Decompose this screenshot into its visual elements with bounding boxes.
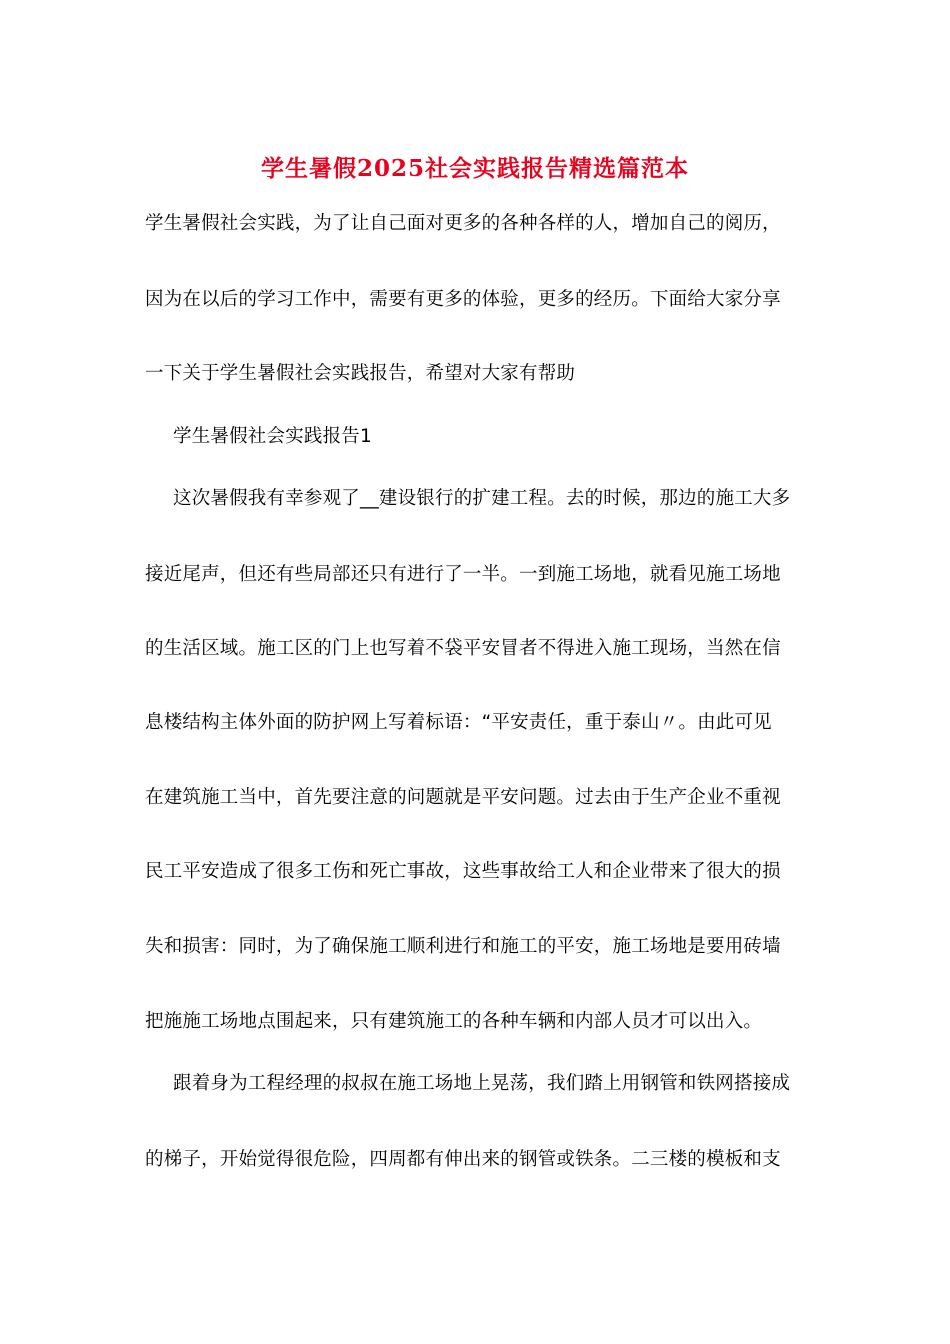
paragraph-1-line-7: 失和损害：同时，为了确保施工顺利进行和施工的平安，施工场地是要用砖墙: [145, 936, 781, 957]
paragraph-1-line-4: 息楼结构主体外面的防护网上写着标语：“平安责任，重于泰山〃。由此可见: [145, 712, 772, 733]
document-title: 学生暑假2025社会实践报告精选篇范本: [260, 155, 689, 182]
paragraph-1-line-3: 的生活区域。施工区的门上也写着不袋平安冒者不得进入施工现场，当然在信: [145, 638, 781, 659]
paragraph-1-line-1: 这次暑假我有幸参观了__建设银行的扩建工程。去的时候，那边的施工大多: [173, 488, 791, 509]
paragraph-1-line-8: 把施施工场地点围起来，只有建筑施工的各种车辆和内部人员才可以出入。: [145, 1011, 763, 1032]
paragraph-2-line-2: 的梯子，开始觉得很危险，四周都有伸出来的钢管或铁条。二三楼的模板和支: [145, 1149, 781, 1170]
paragraph-2-line-1: 跟着身为工程经理的叔叔在施工场地上晃荡，我们踏上用钢管和铁网搭接成: [173, 1073, 791, 1094]
paragraph-1-line-5: 在建筑施工当中，首先要注意的问题就是平安问题。过去由于生产企业不重视: [145, 787, 781, 808]
intro-line-2: 因为在以后的学习工作中，需要有更多的体验，更多的经历。下面给大家分享: [145, 289, 781, 310]
section-heading: 学生暑假社会实践报告1: [173, 426, 372, 447]
paragraph-1-line-6: 民工平安造成了很多工伤和死亡事故，这些事故给工人和企业带来了很大的损: [145, 861, 781, 882]
intro-line-3: 一下关于学生暑假社会实践报告，希望对大家有帮助: [145, 363, 576, 384]
paragraph-1-line-2: 接近尾声，但还有些局部还只有进行了一半。一到施工场地，就看见施工场地: [145, 564, 781, 585]
intro-line-1: 学生暑假社会实践，为了让自己面对更多的各种各样的人，增加自己的阅历，: [145, 213, 781, 234]
